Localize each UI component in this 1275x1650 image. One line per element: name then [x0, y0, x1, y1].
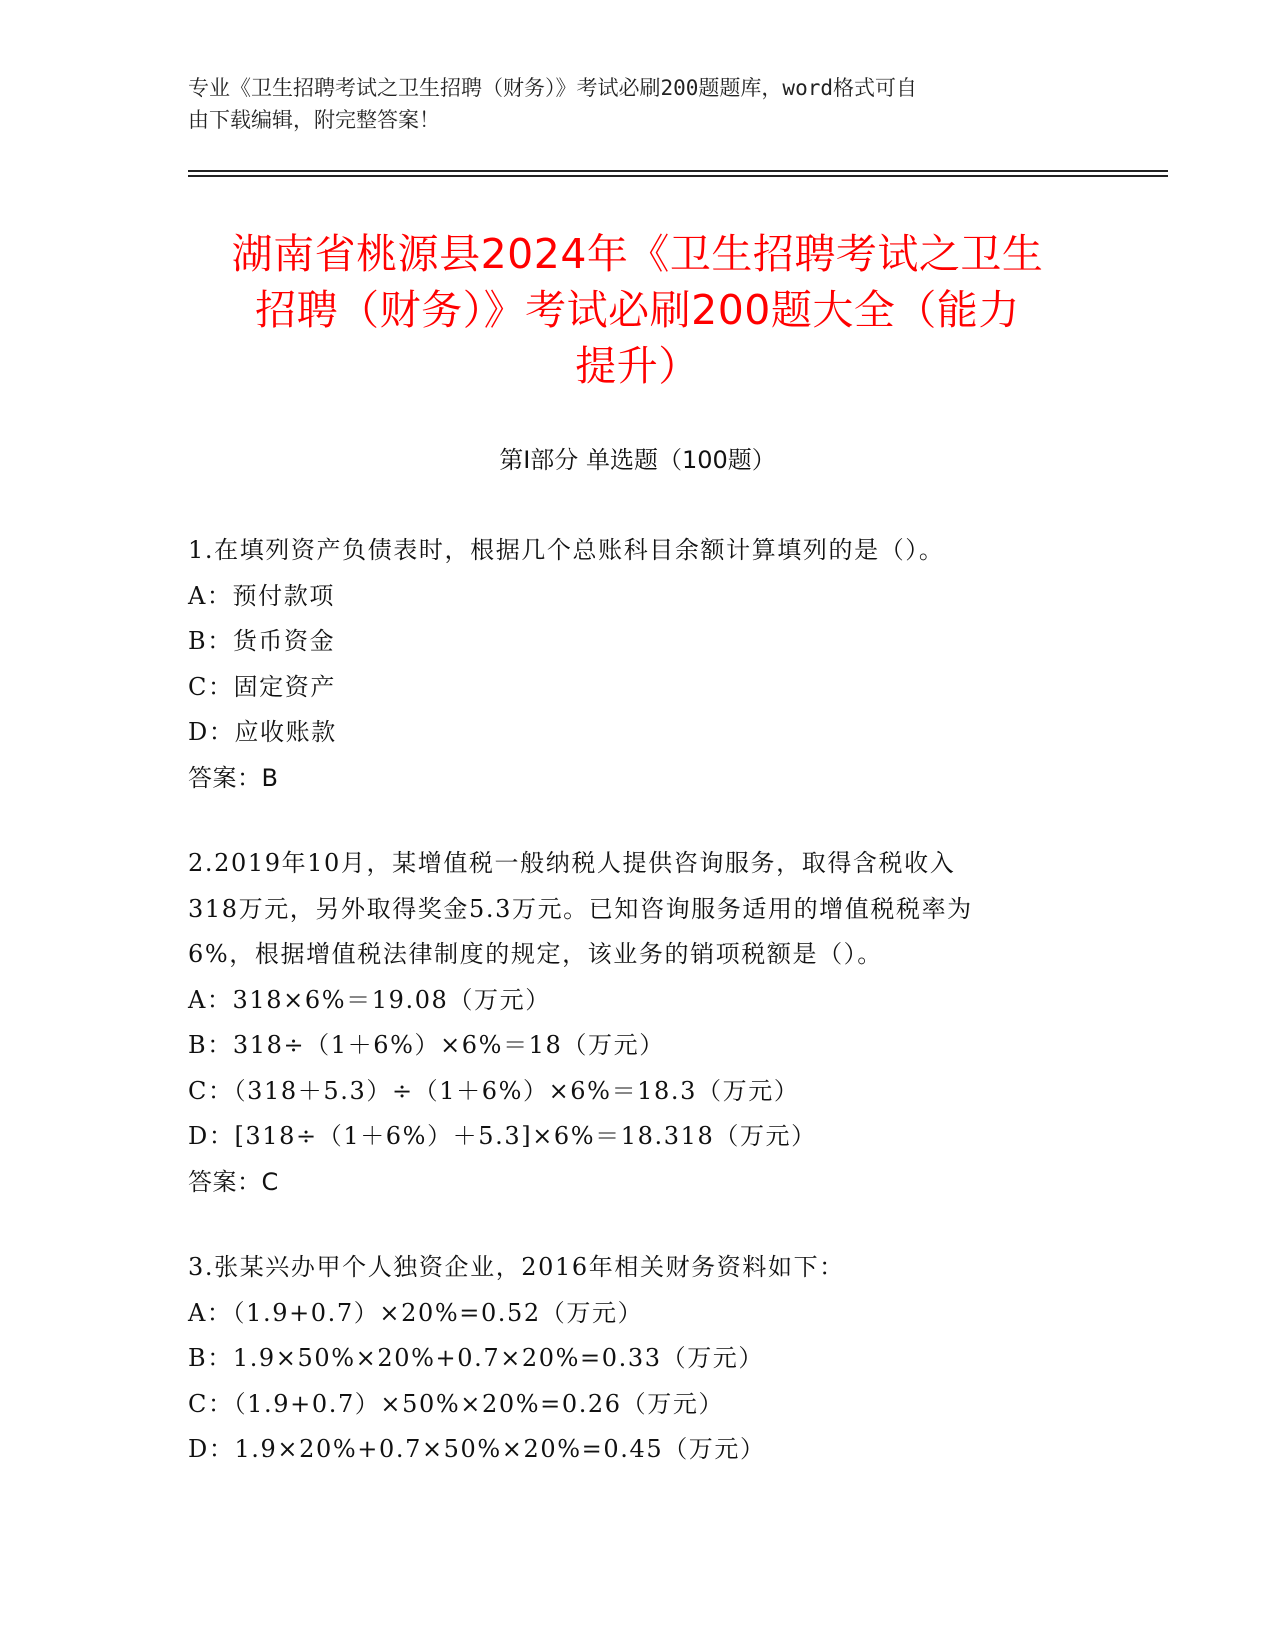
page-title [160, 226, 1115, 394]
option-b: B：1.9×50%×20%+0.7×20%=0.33（万元） [188, 1344, 764, 1372]
section-heading: 第Ⅰ部分 单选题（100题） [499, 446, 776, 474]
option-a: A：318×6%＝19.08（万元） [188, 985, 551, 1014]
answer-text: 答案：C [188, 1167, 279, 1196]
question-list [188, 528, 1088, 1513]
question-stem-line: 2.2019年10月，某增值税一般纳税人提供咨询服务，取得含税收入 [188, 849, 956, 877]
question-stem-line: 1.在填列资产负债表时，根据几个总账科目余额计算填列的是（）。 [188, 536, 945, 564]
option-d: D：[318÷（1＋6%）＋5.3]×6%＝18.318（万元） [188, 1122, 817, 1150]
question-item [188, 1245, 1088, 1473]
question-stem-line: 6%，根据增值税法律制度的规定，该业务的销项税额是（）。 [188, 940, 883, 968]
title-line: 提升） [575, 342, 700, 390]
header-divider [188, 170, 1168, 172]
option-d: D：应收账款 [188, 718, 337, 746]
option-c: C：（318＋5.3）÷（1＋6%）×6%＝18.3（万元） [188, 1076, 800, 1105]
option-c: C：固定资产 [188, 672, 336, 701]
question-stem-line: 318万元，另外取得奖金5.3万元。已知咨询服务适用的增值税税率为 [188, 894, 973, 923]
option-d: D：1.9×20%+0.7×50%×20%=0.45（万元） [188, 1435, 766, 1463]
title-line: 招聘（财务）》考试必刷200题大全（能力 [255, 286, 1020, 334]
question-stem-line: 3.张某兴办甲个人独资企业，2016年相关财务资料如下： [188, 1253, 845, 1281]
header-divider [188, 175, 1168, 177]
option-c: C：（1.9+0.7）×50%×20%=0.26（万元） [188, 1389, 725, 1418]
question-stem [188, 528, 1088, 574]
header-note [188, 72, 1068, 136]
header-note-line: 由下载编辑，附完整答案！ [188, 108, 440, 132]
question-item [188, 841, 1088, 1205]
option-a: A：预付款项 [188, 581, 335, 610]
header-note-line: 专业《卫生招聘考试之卫生招聘（财务）》考试必刷200题题库，word格式可自 [188, 76, 917, 100]
title-line: 湖南省桃源县2024年《卫生招聘考试之卫生 [231, 230, 1044, 278]
answer-text: 答案：B [188, 763, 279, 792]
question-item [188, 528, 1088, 801]
option-b: B：货币资金 [188, 627, 336, 655]
question-stem [188, 1245, 1088, 1291]
question-stem [188, 841, 1088, 978]
option-b: B：318÷（1＋6%）×6%＝18（万元） [188, 1031, 665, 1059]
option-a: A：（1.9+0.7）×20%=0.52（万元） [188, 1298, 644, 1327]
